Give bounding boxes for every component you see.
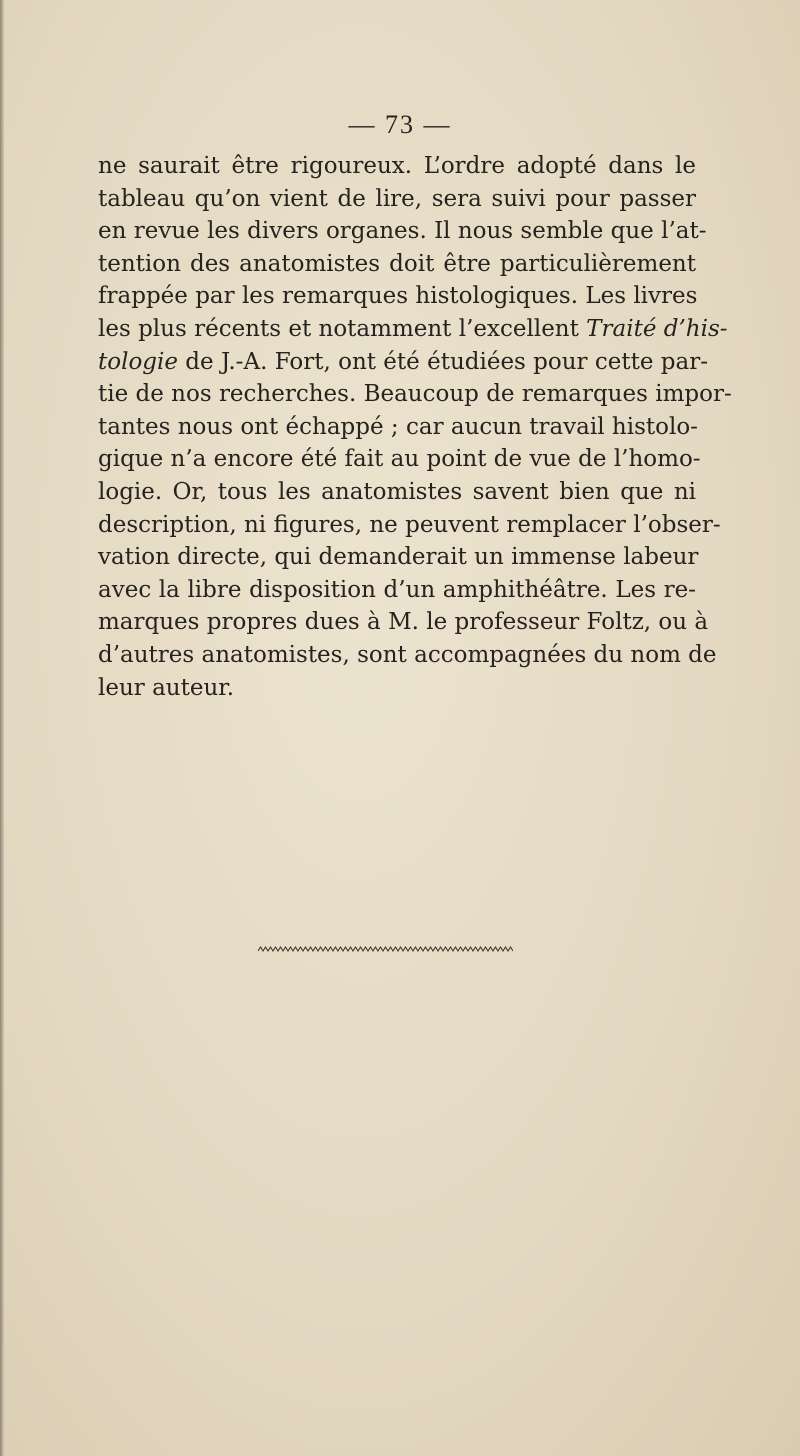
text-line: frappée par les remarques histologiques. Les livres <box>98 283 698 310</box>
book-title-fragment: tologie <box>98 348 178 375</box>
text-line: description, ni figures, ne peuvent remplacer l’obser- <box>98 511 721 538</box>
body-paragraph <box>98 150 732 704</box>
text-line: ne saurait être rigoureux. L’ordre adopté dans le <box>98 153 696 179</box>
text-line: tie de nos recherches. Beaucoup de remarques impor- <box>98 381 732 408</box>
page-number: — 73 — <box>348 110 452 139</box>
text-line: avec la libre disposition d’un amphithéâtre. Les re- <box>98 576 696 603</box>
text-fragment: les plus récents et notamment l’excellent <box>98 315 587 342</box>
text-line: logie. Or, tous les anatomistes savent bien que ni <box>98 478 696 505</box>
text-line: tantes nous ont échappé ; car aucun travail histolo- <box>98 413 698 440</box>
text-line: en revue les divers organes. Il nous semble que l’at- <box>98 218 707 245</box>
text-fragment: de J.-A. Fort, ont été étudiées pour cette par- <box>177 348 708 375</box>
text-line <box>98 346 708 379</box>
book-title-fragment: Traité d’his- <box>586 315 728 342</box>
text-line: vation directe, qui demanderait un immense labeur <box>98 544 699 571</box>
page-edge <box>0 0 4 1456</box>
text-line: d’autres anatomistes, sont accompagnées du nom de <box>98 641 717 668</box>
text-line: marques propres dues à M. le professeur Foltz, ou à <box>98 609 709 636</box>
wavy-rule-ornament <box>258 943 513 957</box>
text-line <box>98 313 728 346</box>
text-line: gique n’a encore été fait au point de vue de l’homo- <box>98 446 701 473</box>
text-line: leur auteur. <box>98 674 235 701</box>
text-line: tableau qu’on vient de lire, sera suivi pour passer <box>98 185 696 212</box>
text-line: tention des anatomistes doit être particulièrement <box>98 250 696 277</box>
